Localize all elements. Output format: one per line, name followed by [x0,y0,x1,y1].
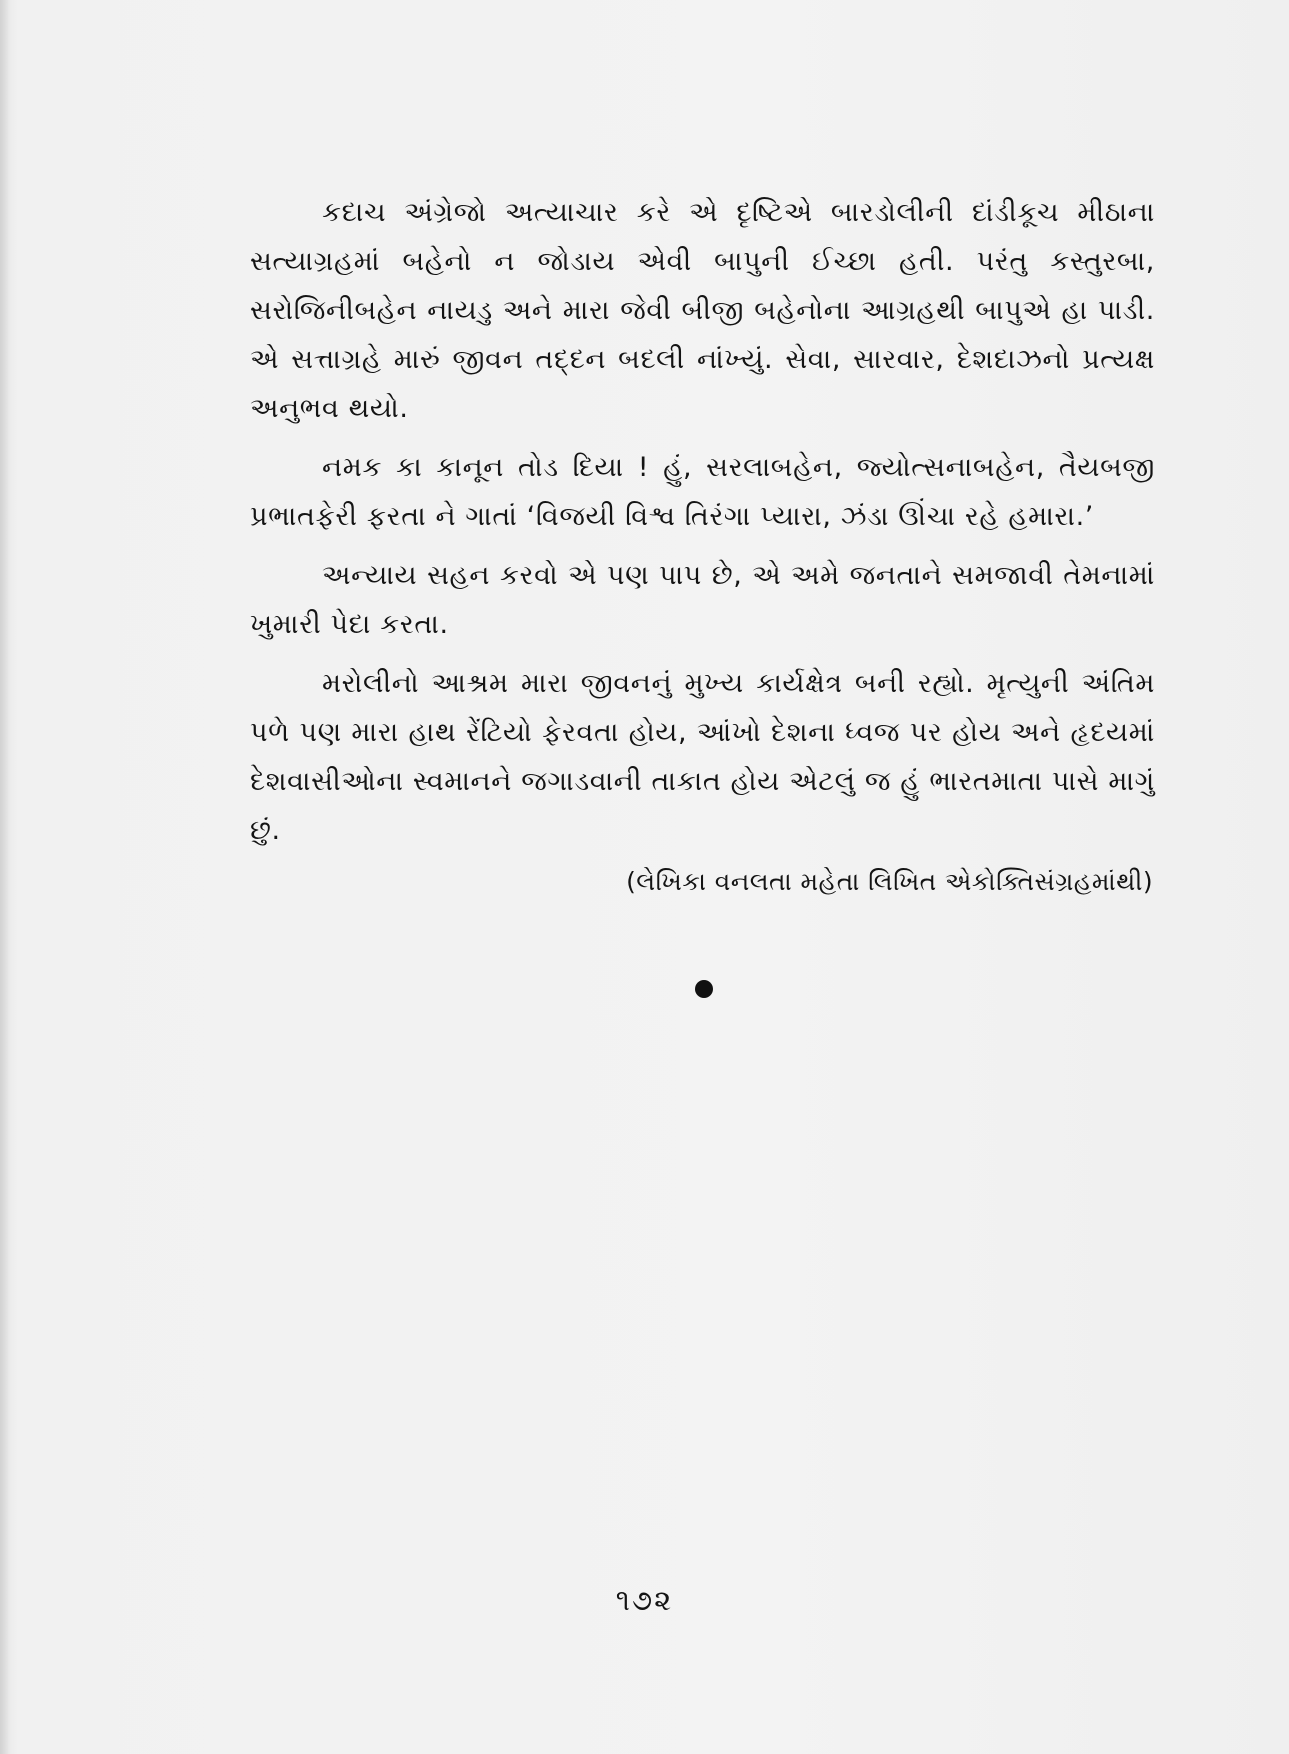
paragraph-1: કદાચ અંગ્રેજો અત્યાચાર કરે એ દૃષ્ટિએ બારડોલીની દાંડીકૂચ મીઠાના સત્યાગ્રહમાં બહેનો ન જોડાય એવી બાપુની ઈચ્છા હતી. પરંતુ કસ્તુરબા, સરોજિનીબહેન નાયડુ અને મારા જેવી બીજી બહેનોના આગ્રહથી બાપુએ હા પાડી. એ સત્તાગ્રહે મારું જીવન તદ્દન બદલી નાંખ્યું. સેવા, સારવાર, દેશદાઝનો પ્રત્યક્ષ અનુભવ થયો. [250,197,1155,424]
paragraph-2: નમક કા કાનૂન તોડ દિયા ! હું, સરલાબહેન, જ્યોત્સનાબહેન, તૈયબજી પ્રભાતફેરી ફરતા ને ગાતાં ‘વિજયી વિશ્વ તિરંગા પ્યારા, ઝંડા ઊંચા રહે હમારા.’ [250,452,1155,532]
paragraph-3: અન્યાય સહન કરવો એ પણ પાપ છે, એ અમે જનતાને સમજાવી તેમનામાં ખુમારી પેદા કરતા. [250,560,1155,640]
body-text [250,188,1155,865]
section-end-bullet-icon [695,980,713,998]
page-number: ૧૭૨ [615,1583,674,1617]
spine-shadow [0,0,10,1754]
paragraph-4: મરોલીનો આશ્રમ મારા જીવનનું મુખ્ય કાર્યક્ષેત્ર બની રહ્યો. મૃત્યુની અંતિમ પળે પણ મારા હાથ રેંટિયો ફેરવતા હોય, આંખો દેશના ધ્વજ પર હોય અને હૃદયમાં દેશવાસીઓના સ્વમાનને જગાડવાની તાકાત હોય એટલું જ હું ભારતમાતા પાસે માગું છું. [250,668,1155,846]
source-attribution: (લેખિકા વનલતા મહેતા લિખિત એકોક્તિસંગ્રહમાંથી) [626,867,1153,896]
